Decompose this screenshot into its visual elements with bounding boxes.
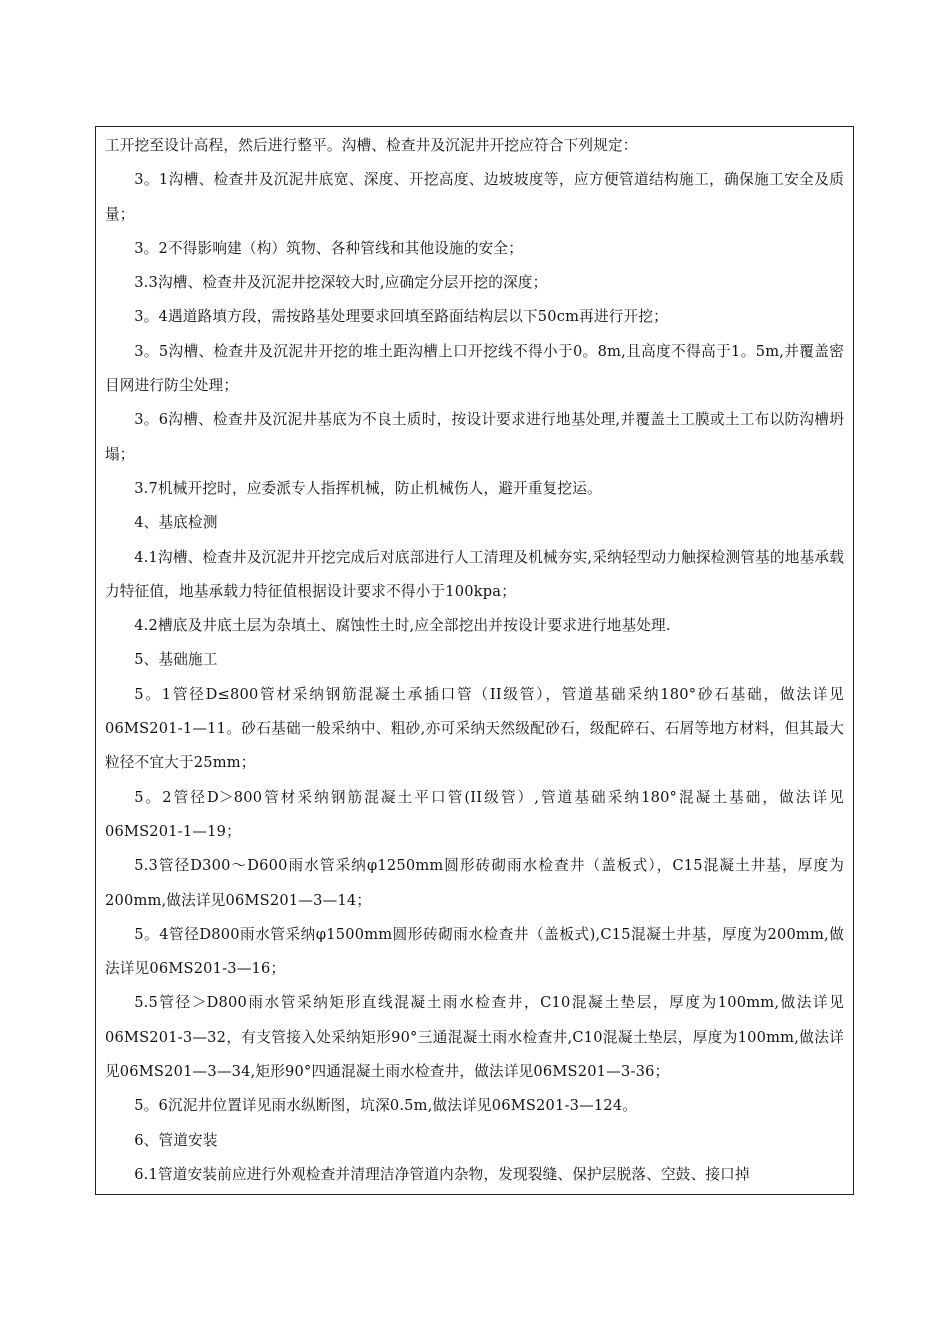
paragraph: 5。6沉泥井位置详见雨水纵断图，坑深0.5m,做法详见06MS201-3—124。 [134, 1097, 638, 1115]
paragraph: 6.1管道安装前应进行外观检查并清理洁净管道内杂物，发现裂缝、保护层脱落、空鼓、接口掉 [134, 1165, 750, 1183]
paragraph: 5。4管径D800雨水管采纳φ1500mm圆形砖砌雨水检查井（盖板式),C15混凝土井基，厚度为200mm,做法详见06MS201-3—16； [105, 925, 844, 978]
paragraph: 3。4遇道路填方段，需按路基处理要求回填至路面结构层以下50cm再进行开挖； [134, 308, 668, 326]
paragraph: 3.7机械开挖时，应委派专人指挥机械，防止机械伤人，避开重复挖运。 [134, 479, 602, 497]
paragraph: 4、基底检测 [134, 514, 218, 532]
paragraph: 工开挖至设计高程，然后进行整平。沟槽、检查井及沉泥井开挖应符合下列规定： [105, 137, 638, 154]
paragraph: 3。5沟槽、检查井及沉泥井开挖的堆土距沟槽上口开挖线不得小于0。8m,且高度不得高于1。5m,并覆盖密目网进行防尘处理； [105, 342, 844, 395]
paragraph: 5。1管径D≤800管材采纳钢筋混凝土承插口管（II级管），管道基础采纳180°砂石基础，做法详见06MS201-1—11。砂石基础一般采纳中、粗砂,亦可采纳天然级配砂石，级配碎石、石屑等地方材料，但其最大粒径不宜大于25mm； [105, 685, 844, 772]
document-table-cell [95, 126, 854, 1195]
paragraph: 5.5管径＞D800雨水管采纳矩形直线混凝土雨水检查井，C10混凝土垫层，厚度为100mm,做法详见06MS201-3—32，有支管接入处采纳矩形90°三通混凝土雨水检查井,C10混凝土垫层，厚度为100mm,做法详见06MS201—3—34,矩形90°四通混凝土雨水检查井，做法详见06MS201—3-36； [105, 994, 844, 1081]
paragraph: 4.2槽底及井底土层为杂填土、腐蚀性土时,应全部挖出并按设计要求进行地基处理. [134, 617, 671, 635]
paragraph: 3.3沟槽、检查井及沉泥井挖深较大时,应确定分层开挖的深度； [134, 274, 548, 292]
paragraph: 3。6沟槽、检查井及沉泥井基底为不良土质时，按设计要求进行地基处理,并覆盖土工膜或土工布以防沟槽坍塌； [105, 411, 844, 463]
paragraph: 5、基础施工 [134, 651, 218, 669]
paragraph: 5。2管径D＞800管材采纳钢筋混凝土平口管(II级管）,管道基础采纳180°混凝土基础，做法详见06MS201-1—19； [105, 788, 844, 840]
paragraph: 3。2不得影响建（构）筑物、各种管线和其他设施的安全； [134, 239, 524, 257]
paragraph: 5.3管径D300～D600雨水管采纳φ1250mm圆形砖砌雨水检查井（盖板式），C15混凝土井基，厚度为200mm,做法详见06MS201—3—14； [105, 857, 844, 909]
paragraph: 3。1沟槽、检查井及沉泥井底宽、深度、开挖高度、边坡坡度等，应方便管道结构施工，确保施工安全及质量； [105, 171, 844, 223]
document-body [105, 129, 844, 1192]
paragraph: 6、管道安装 [134, 1131, 218, 1149]
paragraph: 4.1沟槽、检查井及沉泥井开挖完成后对底部进行人工清理及机械夯实,采纳轻型动力触探检测管基的地基承载力特征值，地基承载力特征值根据设计要求不得小于100kpa； [105, 548, 844, 600]
